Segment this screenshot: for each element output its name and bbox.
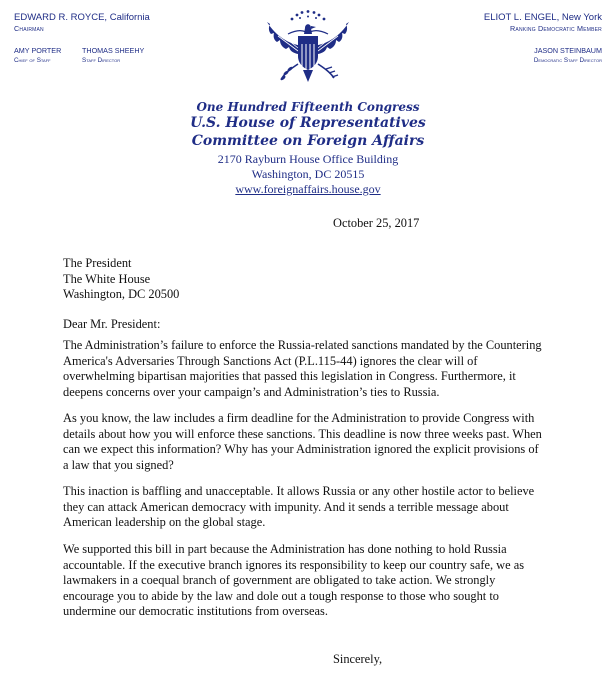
recipient-line: The President [63,256,132,270]
congress-title: One Hundred Fifteenth Congress [196,100,420,114]
paragraph-line: accountable. If the executive branch ignores its responsibility to keep our country safe, we as [63,557,525,572]
staff-director-name: THOMAS SHEEHY [82,46,145,55]
paragraph-line: The Administration’s failure to enforce the Russia-related sanctions mandated by the Countering [63,338,542,352]
dem-staff-director-name: JASON STEINBAUM [534,46,602,55]
paragraph-1 [63,338,603,400]
closing: Sincerely, [333,652,383,666]
paragraph-line: can we expect this information? Why has your Administration ignored the explicit provisions of [63,442,539,457]
committee-title: Committee on Foreign Affairs [191,133,425,149]
paragraph-line: deepens concerns over your campaign’s and Administration’s ties to Russia. [63,384,440,399]
chief-of-staff-name: AMY PORTER [14,46,62,55]
paragraph-line: a law that you signed? [63,457,174,472]
chairman-name: EDWARD R. ROYCE, California [14,12,150,23]
paragraph-line: This inaction is baffling and unacceptable. It allows Russia or any other hostile actor to believe [63,484,535,498]
recipient-line: The White House [63,271,151,286]
paragraph-2 [63,411,603,473]
letter-date: October 25, 2017 [333,216,420,230]
recipient-line: Washington, DC 20500 [63,287,180,302]
paragraph-line: encourage you to abide by the law and dole out a tough response to those who sought to [63,588,499,603]
paragraph-line: American leadership on the global stage. [63,515,266,530]
eagle-seal-icon [258,6,358,94]
paragraph-4 [63,542,603,620]
paragraph-line: lawmakers in a coequal branch of government are obligated to take action. We strongly [63,573,496,588]
address-line-1: 2170 Rayburn House Office Building [217,152,399,166]
recipient-block [63,256,179,303]
staff-director-role: Staff Director [82,57,121,64]
dem-staff-director-role: Democratic Staff Director [533,57,602,64]
website-link[interactable]: www.foreignaffairs.house.gov [235,182,381,196]
paragraph-line: undermine our democratic institutions from overseas. [63,604,328,619]
chief-of-staff-role: Chief of Staff [14,57,51,64]
salutation: Dear Mr. President: [63,317,161,331]
paragraph-line: America's Adversaries Through Sanctions Act (P.L.115-44) ignores the clear will of [63,353,478,368]
paragraph-line: details about how you will enforce these sanctions. This deadline is now three weeks past. When [63,426,542,441]
ranking-member-name: ELIOT L. ENGEL, New York [483,12,602,23]
ranking-member-role: Ranking Democratic Member [510,24,602,33]
paragraph-line: We supported this bill in part because the Administration has done nothing to hold Russia [63,542,507,556]
chairman-role: Chairman [14,24,44,33]
paragraph-line: As you know, the law includes a firm deadline for the Administration to provide Congress with [63,411,535,425]
house-title: U.S. House of Representatives [190,115,426,131]
address-line-2: Washington, DC 20515 [251,167,365,181]
paragraph-line: they can attack American democracy with impunity. And it sends a terrible message about [63,499,509,514]
paragraph-3 [63,484,603,531]
paragraph-line: overwhelming bipartisan majorities that passed this legislation in Congress. Furthermore, it [63,369,516,384]
